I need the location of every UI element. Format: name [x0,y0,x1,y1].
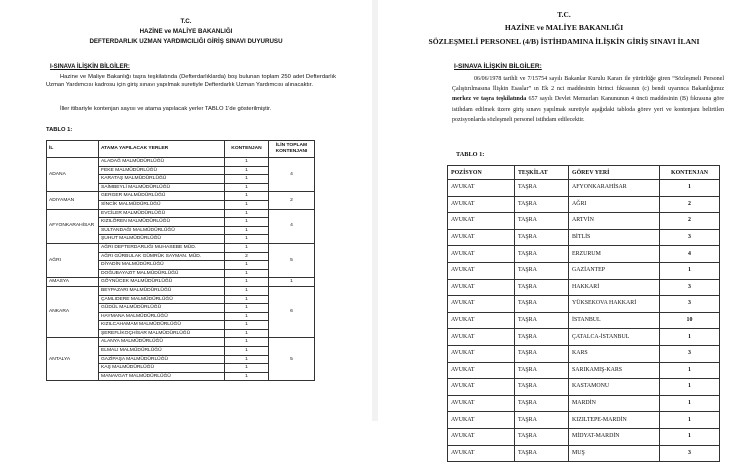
right-position-table [447,165,720,462]
duty-place-cell: ARTVİN [569,213,660,230]
quota-cell: 1 [660,329,720,346]
assignment-place: HAYMANA MALMÜDÜRLÜĞÜ [99,312,225,321]
right-paragraph-bold: merkez ve taşra teşkilatında [452,96,527,103]
organization-cell: TAŞRA [515,180,569,197]
assignment-place: MANAVGAT MALMÜDÜRLÜĞÜ [99,372,225,381]
assignment-place: KARATAŞ MALMÜDÜRLÜĞÜ [99,175,225,184]
table-row [448,428,720,445]
assignment-place: ALANYA MALMÜDÜRLÜĞÜ [99,338,225,347]
assignment-place: KIZILÖREN MALMÜDÜRLÜĞÜ [99,218,225,227]
quota-value: 1 [225,166,269,175]
province-name: AMASYA [47,278,99,287]
province-total: 4 [269,209,315,243]
quota-value: 2 [225,252,269,261]
assignment-place: GERGER MALMÜDÜRLÜĞÜ [99,192,225,201]
duty-place-cell: AFYONKARAHİSAR [569,180,660,197]
organization-cell: TAŞRA [515,312,569,329]
position-cell: AVUKAT [448,279,515,296]
table-header-row [448,166,720,180]
table-row [448,196,720,213]
quota-value: 1 [225,183,269,192]
right-header-ministry: HAZİNE ve MALİYE BAKANLIĞI [504,23,624,32]
duty-place-cell: ERZURUM [569,246,660,263]
left-header-tc: T.C. [180,18,192,25]
table-row [448,296,720,313]
table-row [47,243,315,252]
quota-value: 1 [225,243,269,252]
organization-cell: TAŞRA [515,362,569,379]
province-total: 5 [269,338,315,381]
table-row [448,362,720,379]
assignment-place: GÖYNÜCEK MALMÜDÜRLÜĞÜ [99,278,225,287]
quota-value: 1 [225,175,269,184]
table-row [448,262,720,279]
header-kontenjan: KONTENJAN [660,166,720,180]
quota-value: 1 [225,226,269,235]
province-total: 5 [269,243,315,277]
duty-place-cell: MARDİN [569,395,660,412]
quota-value: 1 [225,321,269,330]
table-row [448,213,720,230]
assignment-place: ALADAĞ MALMÜDÜRLÜĞÜ [99,158,225,167]
organization-cell: TAŞRA [515,445,569,462]
organization-cell: TAŞRA [515,379,569,396]
assignment-place: ŞUHUT MALMÜDÜRLÜĞÜ [99,235,225,244]
province-total: 4 [269,158,315,192]
table-row [47,338,315,347]
quota-value: 1 [225,286,269,295]
table-row [448,279,720,296]
quota-value: 1 [225,329,269,338]
assignment-place: BEYPAZARI MALMÜDÜRLÜĞÜ [99,286,225,295]
left-header-ministry: HAZİNE ve MALİYE BAKANLIĞI [139,28,233,35]
quota-value: 1 [225,312,269,321]
table-row [47,278,315,287]
position-cell: AVUKAT [448,445,515,462]
duty-place-cell: KARS [569,345,660,362]
quota-value: 1 [225,338,269,347]
header-il: İL [47,141,99,158]
right-section-title: I-SINAVA İLİŞKİN BİLGİLER: [454,63,542,70]
province-name: ADANA [47,158,99,192]
quota-cell: 1 [660,180,720,197]
organization-cell: TAŞRA [515,296,569,313]
quota-cell: 1 [660,362,720,379]
position-cell: AVUKAT [448,329,515,346]
right-paragraph [452,74,724,125]
organization-cell: TAŞRA [515,262,569,279]
organization-cell: TAŞRA [515,428,569,445]
table-row [448,246,720,263]
organization-cell: TAŞRA [515,395,569,412]
province-total: 2 [269,192,315,209]
left-section-title: I-SINAVA İLİŞKİN BİLGİLER: [50,64,130,70]
header-atama-yerleri: ATAMA YAPILACAK YERLER [99,141,225,158]
table-row [47,286,315,295]
position-cell: AVUKAT [448,262,515,279]
province-name: ANTALYA [47,338,99,381]
province-total: 1 [269,278,315,287]
table-row [448,379,720,396]
duty-place-cell: SARIKAMIŞ-KARS [569,362,660,379]
quota-value: 1 [225,304,269,313]
quota-value: 1 [225,218,269,227]
left-paragraph-2: İller itibariyle kontenjan sayısı ve atama yapılacak yerler TABLO 1'de gösterilmiştir. [60,106,272,112]
quota-value: 1 [225,295,269,304]
assignment-place: KIZILCAHAMAM MALMÜDÜRLÜĞÜ [99,321,225,330]
table-row [448,412,720,429]
quota-cell: 4 [660,246,720,263]
assignment-place: AĞRI DEFTERDARLIĞI MUHASEBE MÜD. [99,243,225,252]
table-row [448,445,720,462]
quota-cell: 1 [660,395,720,412]
organization-cell: TAŞRA [515,229,569,246]
assignment-place: EVCİLER MALMÜDÜRLÜĞÜ [99,209,225,218]
right-header-tc: T.C. [557,10,571,19]
table-row [47,209,315,218]
quota-cell: 3 [660,345,720,362]
organization-cell: TAŞRA [515,279,569,296]
quota-cell: 3 [660,445,720,462]
position-cell: AVUKAT [448,395,515,412]
quota-cell: 2 [660,196,720,213]
duty-place-cell: MİDYAT-MARDİN [569,428,660,445]
quota-cell: 3 [660,279,720,296]
assignment-place: AĞRI GÜRBULAK GÜMRÜK SAYMAN. MÜD. [99,252,225,261]
quota-cell: 2 [660,213,720,230]
organization-cell: TAŞRA [515,246,569,263]
quota-value: 1 [225,261,269,270]
quota-cell: 10 [660,312,720,329]
quota-value: 1 [225,347,269,356]
assignment-place: GÜDÜL MALMÜDÜRLÜĞÜ [99,304,225,313]
quota-cell: 1 [660,379,720,396]
left-table-caption: TABLO 1: [46,127,73,133]
header-pozisyon: POZİSYON [448,166,515,180]
organization-cell: TAŞRA [515,196,569,213]
organization-cell: TAŞRA [515,412,569,429]
quota-value: 1 [225,364,269,373]
position-cell: AVUKAT [448,412,515,429]
assignment-place: KAŞ MALMÜDÜRLÜĞÜ [99,364,225,373]
table-header-row [47,141,315,158]
position-cell: AVUKAT [448,246,515,263]
quota-value: 1 [225,372,269,381]
quota-cell: 1 [660,412,720,429]
table-row [448,229,720,246]
assignment-place: SİNCİK MALMÜDÜRLÜĞÜ [99,200,225,209]
position-cell: AVUKAT [448,345,515,362]
duty-place-cell: HAKKARİ [569,279,660,296]
left-header-title: DEFTERDARLIK UZMAN YARDIMCILIĞI GİRİŞ SINAVI DUYURUSU [89,38,283,45]
assignment-place: SULTANDAĞI MALMÜDÜRLÜĞÜ [99,226,225,235]
quota-cell: 1 [660,262,720,279]
table-row [448,312,720,329]
assignment-place: DOĞUBAYAZIT MALMÜDÜRLÜĞÜ [99,269,225,278]
duty-place-cell: GAZİANTEP [569,262,660,279]
position-cell: AVUKAT [448,229,515,246]
right-table-caption: TABLO 1: [456,151,485,158]
duty-place-cell: KIZILTEPE-MARDİN [569,412,660,429]
duty-place-cell: YÜKSEKOVA HAKKARİ [569,296,660,313]
assignment-place: ŞEREFLİKOÇHİSAR MALMÜDÜRLÜĞÜ [99,329,225,338]
province-total: 6 [269,286,315,338]
assignment-place: ÇAMLIDERE MALMÜDÜRLÜĞÜ [99,295,225,304]
assignment-place: ELMALI MALMÜDÜRLÜĞÜ [99,347,225,356]
province-name: AFYONKARAHİSAR [47,209,99,243]
quota-value: 1 [225,200,269,209]
duty-place-cell: MUŞ [569,445,660,462]
quota-cell: 1 [660,428,720,445]
position-cell: AVUKAT [448,362,515,379]
position-cell: AVUKAT [448,196,515,213]
right-paragraph-part-2: 657 sayılı Devlet Memurları Kanununun 4 üncü maddesinin (B) fıkrasına göre istihdam edilmek üzere giriş sınavı yapılmak suretiyle aşağıdaki tabloda görev yeri ve kontenjanı belirtilen pozisyonlarda sözleşmeli personel istihdam edilecektir. [452,96,725,123]
header-kontenjan: KONTENJAN [225,141,269,158]
quota-value: 1 [225,158,269,167]
quota-value: 1 [225,209,269,218]
table-row [47,158,315,167]
table-row [47,192,315,201]
province-name: ADIYAMAN [47,192,99,209]
quota-value: 1 [225,278,269,287]
assignment-place: GAZİPAŞA MALMÜDÜRLÜĞÜ [99,355,225,364]
assignment-place: DİYADİN MALMÜDÜRLÜĞÜ [99,261,225,270]
province-name: ANKARA [47,286,99,338]
table-row [448,329,720,346]
organization-cell: TAŞRA [515,213,569,230]
position-cell: AVUKAT [448,213,515,230]
quota-value: 1 [225,269,269,278]
header-toplam-kontenjan: İLİN TOPLAM KONTENJANI [269,141,315,158]
position-cell: AVUKAT [448,312,515,329]
table-row [448,395,720,412]
duty-place-cell: KASTAMONU [569,379,660,396]
position-cell: AVUKAT [448,428,515,445]
position-cell: AVUKAT [448,379,515,396]
right-paragraph-part-1: 06/06/1978 tarihli ve 7/15754 sayılı Bakanlar Kurulu Kararı ile yürürlüğe giren “Sözleşmeli Personel Çalıştırılmasına İlişkin Esaslar” ın Ek 2 nci maddesinin birinci fıkrasının (c) bendi uyarınca Bakanlığımız [452,76,724,93]
duty-place-cell: İSTANBUL [569,312,660,329]
organization-cell: TAŞRA [515,345,569,362]
quota-cell: 3 [660,296,720,313]
organization-cell: TAŞRA [515,329,569,346]
position-cell: AVUKAT [448,180,515,197]
quota-value: 1 [225,192,269,201]
duty-place-cell: BİTLİS [569,229,660,246]
table-row [448,345,720,362]
quota-value: 1 [225,235,269,244]
quota-value: 1 [225,355,269,364]
table-row [448,180,720,197]
left-paragraph-1: Hazine ve Maliye Bakanlığı taşra teşkilatında (Defterdarlıklarda) boş bulunan toplam 250 adet Defterdarlık Uzman Yardımcısı kadrosu için giriş sınavı yapılmak suretiyle Defterdarlık Uzman Yardımcısı alınacaktır. [46,74,336,89]
quota-cell: 3 [660,229,720,246]
right-header-title: SÖZLEŞMELİ PERSONEL (4/B) İSTİHDAMINA İLİŞKİN GİRİŞ SINAVI İLANI [428,37,700,46]
position-cell: AVUKAT [448,296,515,313]
duty-place-cell: AĞRI [569,196,660,213]
province-name: AĞRI [47,243,99,277]
assignment-place: FEKE MALMÜDÜRLÜĞÜ [99,166,225,175]
assignment-place: SAİMBEYLİ MALMÜDÜRLÜĞÜ [99,183,225,192]
header-teskilat: TEŞKİLAT [515,166,569,180]
header-gorev-yeri: GÖREV YERİ [569,166,660,180]
duty-place-cell: ÇATALCA-İSTANBUL [569,329,660,346]
left-quota-table [46,140,315,381]
